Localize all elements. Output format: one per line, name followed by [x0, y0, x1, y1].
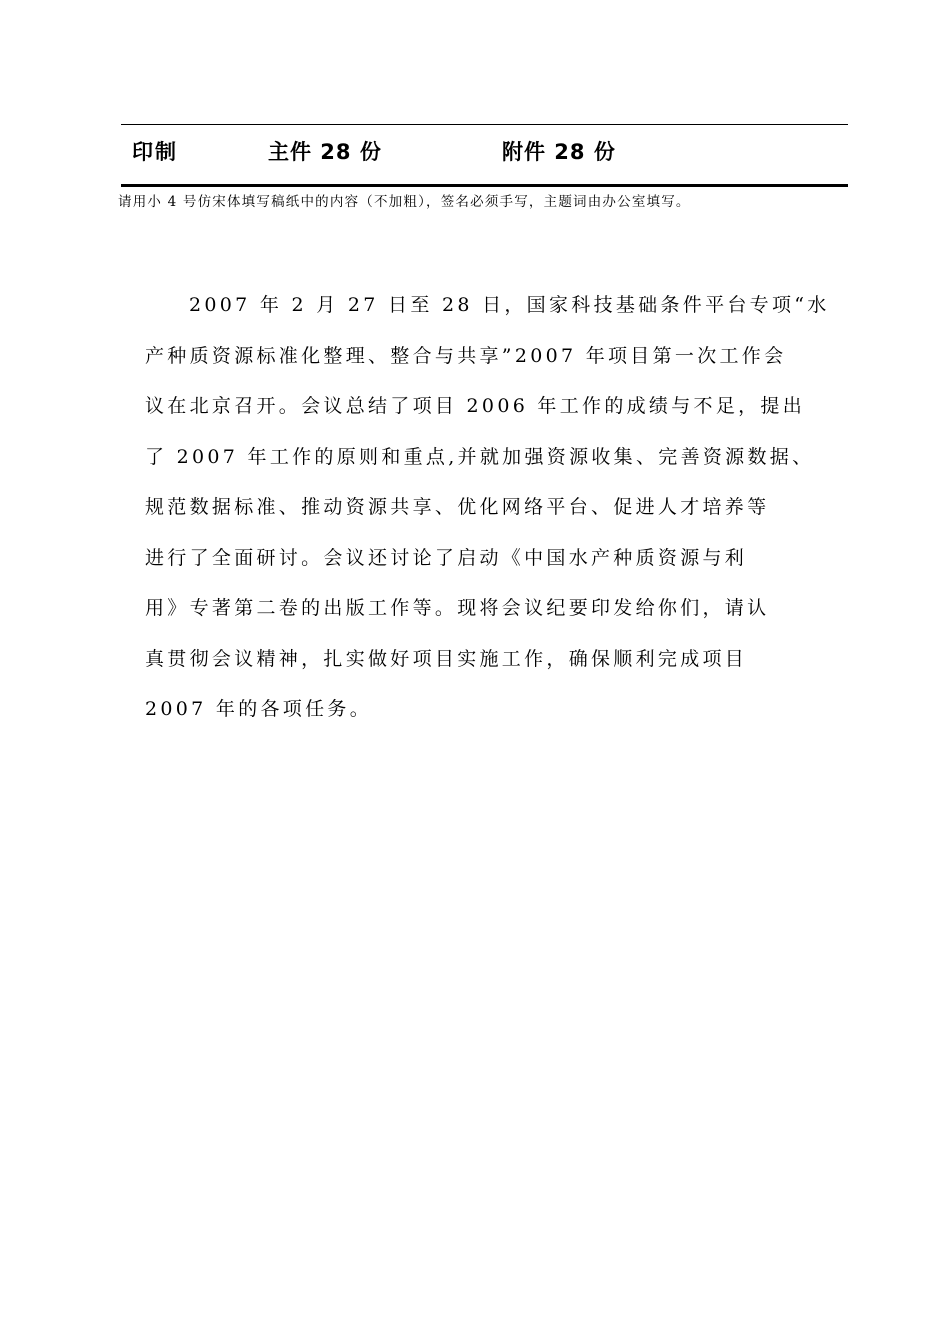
body-line: 用》专著第二卷的出版工作等。现将会议纪要印发给你们，请认: [145, 597, 770, 619]
body-line: 2007 年 2 月 27 日至 28 日，国家科技基础条件平台专项“水: [189, 294, 830, 316]
attachment-copies-count: 附件 28 份: [502, 140, 616, 164]
top-divider: [121, 124, 848, 125]
body-line: 议在北京召开。会议总结了项目 2006 年工作的成绩与不足，提出: [145, 395, 806, 417]
body-line: 产种质资源标准化整理、整合与共享”2007 年项目第一次工作会: [145, 344, 787, 367]
print-info-row: [121, 132, 848, 172]
bottom-divider: [121, 184, 848, 187]
main-copies-count: 主件 28 份: [268, 140, 382, 164]
body-line: 真贯彻会议精神，扎实做好项目实施工作，确保顺利完成项目: [145, 647, 748, 670]
body-line: 2007 年的各项任务。: [145, 698, 372, 720]
body-line: 规范数据标准、推动资源共享、优化网络平台、促进人才培养等: [145, 496, 770, 518]
instruction-note: 请用小 4 号仿宋体填写稿纸中的内容（不加粗），签名必须手写，主题词由办公室填写。: [118, 194, 691, 210]
body-line: 了 2007 年工作的原则和重点,并就加强资源收集、完善资源数据、: [145, 445, 815, 468]
print-label: 印制: [132, 140, 178, 164]
document-body: [145, 280, 835, 735]
body-line: 进行了全面研讨。会议还讨论了启动《中国水产种质资源与利: [145, 546, 748, 569]
